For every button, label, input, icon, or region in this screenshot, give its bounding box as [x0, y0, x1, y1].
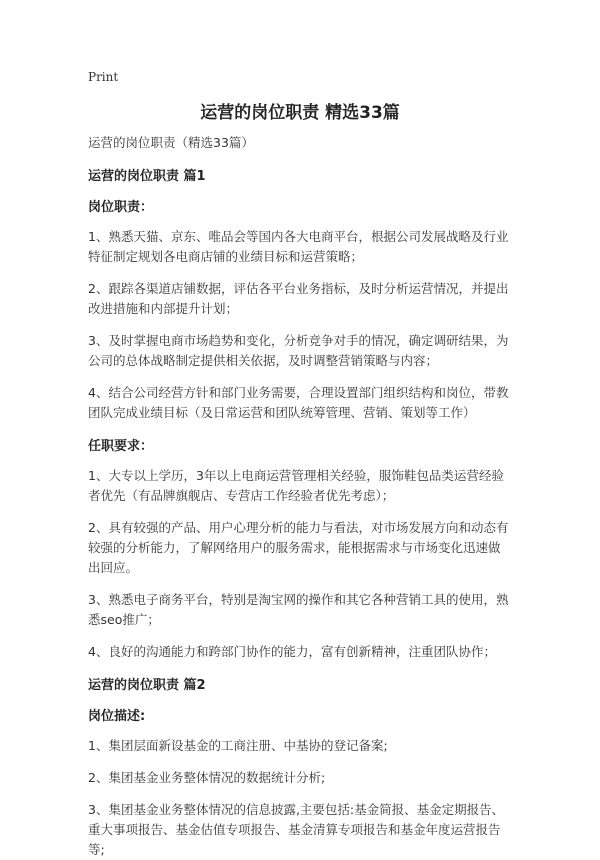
section-heading-2: 运营的岗位职责 篇2 — [88, 678, 206, 693]
subheading-duties: 岗位职责： — [88, 200, 154, 215]
section-heading-1: 运营的岗位职责 篇1 — [88, 169, 206, 184]
requirement-item-3: 3、熟悉电子商务平台，特别是淘宝网的操作和其它各种营销工具的使用，熟悉seo推广； — [88, 592, 509, 627]
description-item-1: 1、集团层面新设基金的工商注册、中基协的登记备案; — [88, 738, 388, 753]
subheading-requirements: 任职要求： — [88, 439, 154, 454]
requirement-item-4: 4、良好的沟通能力和跨部门协作的能力，富有创新精神，注重团队协作； — [88, 644, 496, 659]
description-item-2: 2、集团基金业务整体情况的数据统计分析; — [88, 770, 326, 785]
requirement-item-1: 1、大专以上学历，3年以上电商运营管理相关经验，服饰鞋包品类运营经验者优先（有品牌旗舰店、专营店工作经验者优先考虑）； — [88, 468, 504, 503]
subheading-description: 岗位描述: — [88, 709, 146, 724]
document-subtitle: 运营的岗位职责（精选33篇） — [88, 135, 254, 150]
description-item-3: 3、集团基金业务整体情况的信息披露,主要包括:基金简报、基金定期报告、重大事项报告、基金估值专项报告、基金清算专项报告和基金年度运营报告等; — [88, 802, 505, 857]
duty-item-1: 1、熟悉天猫、京东、唯品会等国内各大电商平台，根据公司发展战略及行业特征制定规划各电商店铺的业绩目标和运营策略； — [88, 229, 509, 264]
print-label[interactable]: Print — [88, 70, 119, 84]
duty-item-4: 4、结合公司经营方针和部门业务需要，合理设置部门组织结构和岗位，带教团队完成业绩目标（及日常运营和团队统筹管理、营销、策划等工作） — [88, 385, 509, 420]
duty-item-3: 3、及时掌握电商市场趋势和变化，分析竞争对手的情况，确定调研结果，为公司的总体战略制定提供相关依据，及时调整营销策略与内容； — [88, 333, 509, 368]
requirement-item-2: 2、具有较强的产品、用户心理分析的能力与看法，对市场发展方向和动态有较强的分析能力，了解网络用户的服务需求，能根据需求与市场变化迅速做出回应。 — [88, 520, 509, 575]
page-title: 运营的岗位职责 精选33篇 — [200, 103, 400, 123]
duty-item-2: 2、跟踪各渠道店铺数据，评估各平台业务指标，及时分析运营情况，并提出改进措施和内部提升计划； — [88, 281, 509, 316]
